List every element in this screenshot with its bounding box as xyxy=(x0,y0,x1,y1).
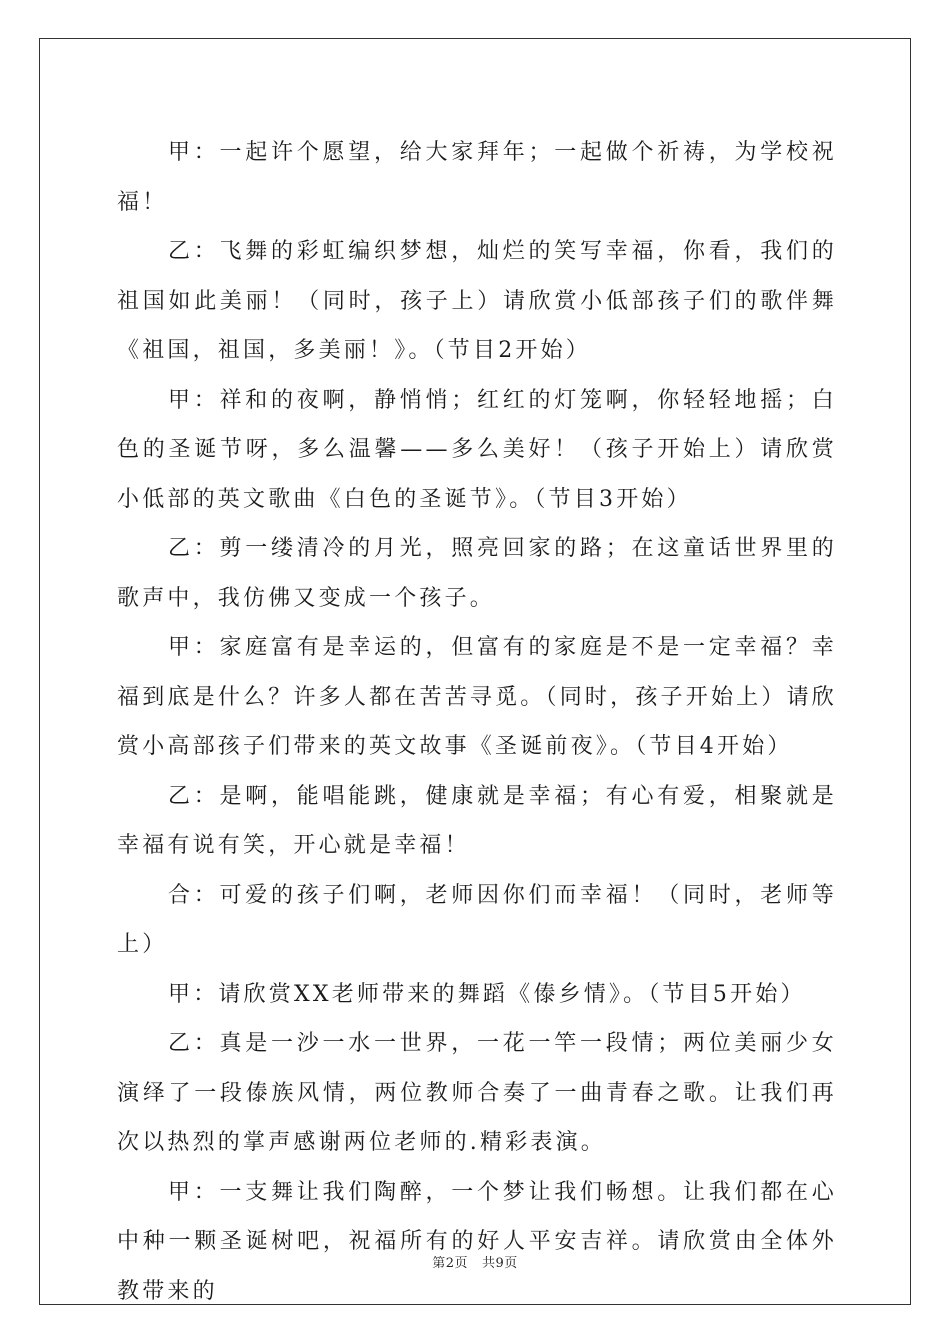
paragraph: 乙：飞舞的彩虹编织梦想，灿烂的笑写幸福，你看，我们的祖国如此美丽！（同时，孩子上）请欣赏小低部孩子们的歌伴舞《祖国，祖国，多美丽！》。（节目2开始） xyxy=(117,239,837,363)
page-total: 共9页 xyxy=(481,1256,518,1271)
paragraph: 甲：一起许个愿望，给大家拜年；一起做个祈祷，为学校祝福！ xyxy=(117,140,837,215)
paragraph: 乙：剪一缕清冷的月光，照亮回家的路；在这童话世界里的歌声中，我仿佛又变成一个孩子。 xyxy=(117,536,837,611)
paragraph: 合：可爱的孩子们啊，老师因你们而幸福！（同时，老师等上） xyxy=(117,882,837,957)
paragraph: 乙：是啊，能唱能跳，健康就是幸福；有心有爱，相聚就是幸福有说有笑，开心就是幸福！ xyxy=(117,783,837,858)
paragraph: 甲：家庭富有是幸运的，但富有的家庭是不是一定幸福？幸福到底是什么？许多人都在苦苦寻觅。（同时，孩子开始上）请欣赏小高部孩子们带来的英文故事《圣诞前夜》。（节目4开始） xyxy=(117,635,837,759)
document-body xyxy=(117,128,837,1316)
paragraph: 甲：一支舞让我们陶醉，一个梦让我们畅想。让我们都在心中种一颗圣诞树吧，祝福所有的好人平安吉祥。请欣赏由全体外教带来的 xyxy=(117,1179,837,1304)
paragraph: 甲：请欣赏XX老师带来的舞蹈《傣乡情》。（节目5开始） xyxy=(168,981,806,1007)
page-footer xyxy=(0,1252,950,1271)
page-number: 第2页 xyxy=(432,1256,469,1271)
paragraph: 甲：祥和的夜啊，静悄悄；红红的灯笼啊，你轻轻地摇；白色的圣诞节呀，多么温馨——多么美好！（孩子开始上）请欣赏小低部的英文歌曲《白色的圣诞节》。（节目3开始） xyxy=(117,387,837,512)
paragraph: 乙：真是一沙一水一世界，一花一竿一段情；两位美丽少女演绎了一段傣族风情，两位教师合奏了一曲青春之歌。让我们再次以热烈的掌声感谢两位老师的.精彩表演。 xyxy=(117,1031,837,1155)
